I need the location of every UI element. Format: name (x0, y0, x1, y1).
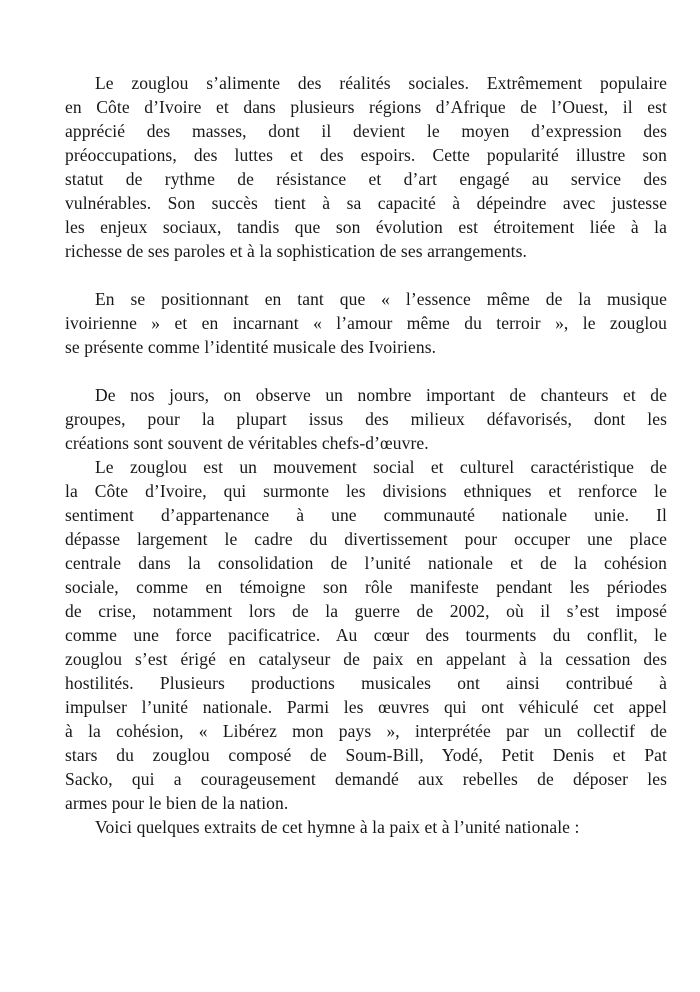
paragraph (65, 815, 667, 839)
text-line: statut de rythme de résistance et d’art engagé au service des (65, 169, 667, 189)
text-line: de crise, notamment lors de la guerre de 2002, où il s’est imposé (65, 601, 667, 621)
text-line: groupes, pour la plupart issus des milieux défavorisés, dont les (65, 409, 667, 429)
text-line: hostilités. Plusieurs productions musicales ont ainsi contribué à (65, 673, 667, 693)
text-line: En se positionnant en tant que « l’essence même de la musique (95, 289, 667, 309)
text-line: stars du zouglou composé de Soum-Bill, Yodé, Petit Denis et Pat (65, 745, 667, 765)
paragraph (65, 287, 667, 359)
paragraph (65, 455, 667, 815)
text-line: Voici quelques extraits de cet hymne à la paix et à l’unité nationale : (95, 817, 580, 837)
text-line: Le zouglou est un mouvement social et culturel caractéristique de (95, 457, 667, 477)
text-line: comme une force pacificatrice. Au cœur des tourments du conflit, le (65, 625, 667, 645)
text-line: apprécié des masses, dont il devient le moyen d’expression des (65, 121, 667, 141)
body-text (65, 71, 667, 839)
text-line: De nos jours, on observe un nombre important de chanteurs et de (95, 385, 667, 405)
text-line: les enjeux sociaux, tandis que son évolution est étroitement liée à la (65, 217, 667, 237)
text-line: impulser l’unité nationale. Parmi les œuvres qui ont véhiculé cet appel (65, 697, 667, 717)
text-line: la Côte d’Ivoire, qui surmonte les divisions ethniques et renforce le (65, 481, 667, 501)
text-line: sociale, comme en témoigne son rôle manifeste pendant les périodes (65, 577, 667, 597)
text-line: sentiment d’appartenance à une communauté nationale unie. Il (65, 505, 667, 525)
text-line: ivoirienne » et en incarnant « l’amour même du terroir », le zouglou (65, 313, 667, 333)
text-line: créations sont souvent de véritables chefs-d’œuvre. (65, 433, 429, 453)
text-line: à la cohésion, « Libérez mon pays », interprétée par un collectif de (65, 721, 667, 741)
text-line: Le zouglou s’alimente des réalités sociales. Extrêmement populaire (95, 73, 667, 93)
text-line: Sacko, qui a courageusement demandé aux rebelles de déposer les (65, 769, 667, 789)
text-line: vulnérables. Son succès tient à sa capacité à dépeindre avec justesse (65, 193, 667, 213)
text-line: se présente comme l’identité musicale des Ivoiriens. (65, 337, 437, 357)
text-line: zouglou s’est érigé en catalyseur de paix en appelant à la cessation des (65, 649, 667, 669)
paragraph (65, 71, 667, 263)
text-line: en Côte d’Ivoire et dans plusieurs régions d’Afrique de l’Ouest, il est (65, 97, 667, 117)
text-line: centrale dans la consolidation de l’unité nationale et de la cohésion (65, 553, 667, 573)
paragraph (65, 383, 667, 455)
text-line: dépasse largement le cadre du divertissement pour occuper une place (65, 529, 667, 549)
text-line: armes pour le bien de la nation. (65, 793, 289, 813)
text-line: richesse de ses paroles et à la sophistication de ses arrangements. (65, 241, 528, 261)
text-line: préoccupations, des luttes et des espoirs. Cette popularité illustre son (65, 145, 667, 165)
